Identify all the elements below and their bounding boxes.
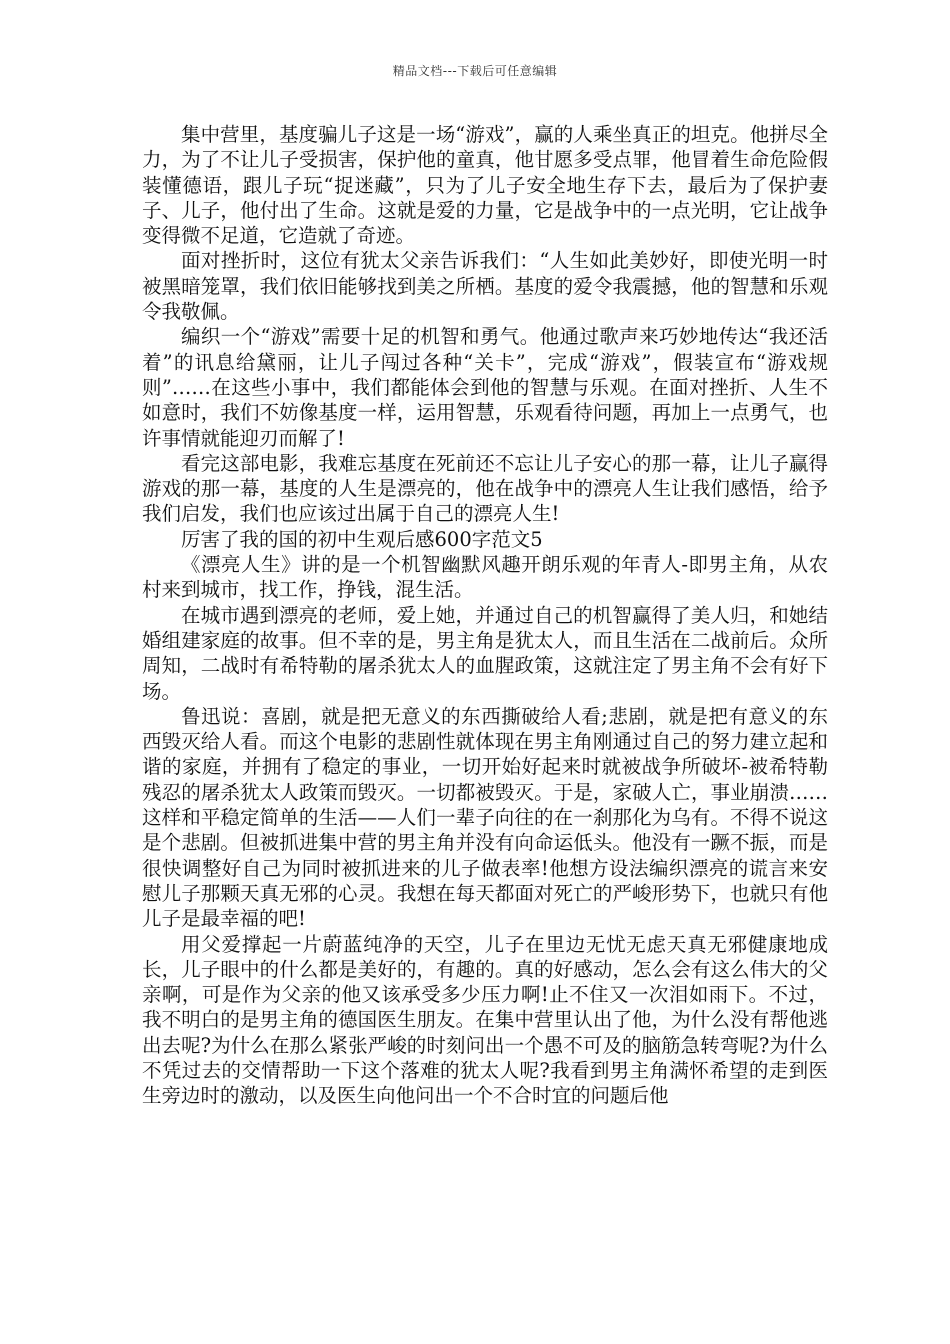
paragraph-2: 面对挫折时，这位有犹太父亲告诉我们：“人生如此美妙好，即使光明一时被黑暗笼罩，我们依旧能够找到美之所栖。基度的爱令我震撼，他的智慧和乐观令我敬佩。 xyxy=(142,249,828,324)
paragraph-4: 看完这部电影，我难忘基度在死前还不忘让儿子安心的那一幕，让儿子赢得游戏的那一幕，基度的人生是漂亮的，他在战争中的漂亮人生让我们感悟，给予我们启发，我们也应该过出属于自己的漂亮人生! xyxy=(142,451,828,526)
paragraph-3: 编织一个“游戏”需要十足的机智和勇气。他通过歌声来巧妙地传达“我还活着”的讯息给黛丽，让儿子闯过各种“关卡”，完成“游戏”，假装宣布“游戏规则”……在这些小事中，我们都能体会到他的智慧与乐观。在面对挫折、人生不如意时，我们不妨像基度一样，运用智慧，乐观看待问题，再加上一点勇气，也许事情就能迎刃而解了! xyxy=(142,325,828,450)
paragraph-1: 集中营里，基度骗儿子这是一场“游戏”，赢的人乘坐真正的坦克。他拼尽全力，为了不让儿子受损害，保护他的童真，他甘愿多受点罪，他冒着生命危险假装懂德语，跟儿子玩“捉迷藏”，只为了儿子安全地生存下去，最后为了保护妻子、儿子，他付出了生命。这就是爱的力量，它是战争中的一点光明，它让战争变得微不足道，它造就了奇迹。 xyxy=(142,123,828,248)
document-body xyxy=(142,122,828,1109)
paragraph-5: 《漂亮人生》讲的是一个机智幽默风趣开朗乐观的年青人-即男主角，从农村来到城市，找工作，挣钱，混生活。 xyxy=(142,553,828,602)
paragraph-8: 用父爱撑起一片蔚蓝纯净的天空，儿子在里边无忧无虑天真无邪健康地成长，儿子眼中的什么都是美好的，有趣的。真的好感动，怎么会有这么伟大的父亲啊，可是作为父亲的他又该承受多少压力啊!止不住又一次泪如雨下。不过，我不明白的是男主角的德国医生朋友。在集中营里认出了他，为什么没有帮他逃出去呢?为什么在那么紧张严峻的时刻问出一个愚不可及的脑筋急转弯呢?为什么不凭过去的交情帮助一下这个落难的犹太人呢?我看到男主角满怀希望的走到医生旁边时的激动，以及医生向他问出一个不合时宜的问题后他 xyxy=(142,932,828,1108)
page-header: 精品文档---下载后可任意编辑 xyxy=(392,64,558,78)
paragraph-7: 鲁迅说：喜剧，就是把无意义的东西撕破给人看;悲剧，就是把有意义的东西毁灭给人看。而这个电影的悲剧性就体现在男主角刚通过自己的努力建立起和谐的家庭，并拥有了稳定的事业，一切开始好起来时就被战争所破坏-被希特勒残忍的屠杀犹太人政策而毁灭。一切都被毁灭。于是，家破人亡，事业崩溃……这样和平稳定简单的生活——人们一辈子向往的在一刹那化为乌有。不得不说这是个悲剧。但被抓进集中营的男主角并没有向命运低头。他没有一蹶不振，而是很快调整好自己为同时被抓进来的儿子做表率!他想方设法编织漂亮的谎言来安慰儿子那颗天真无邪的心灵。我想在每天都面对死亡的严峻形势下，也就只有他儿子是最幸福的吧! xyxy=(142,704,828,931)
paragraph-6: 在城市遇到漂亮的老师，爱上她，并通过自己的机智赢得了美人归，和她结婚组建家庭的故事。但不幸的是，男主角是犹太人，而且生活在二战前后。众所周知，二战时有希特勒的屠杀犹太人的血腥政策，这就注定了男主角不会有好下场。 xyxy=(142,603,828,703)
section-title: 厉害了我的国的初中生观后感600字范文5 xyxy=(181,527,543,551)
